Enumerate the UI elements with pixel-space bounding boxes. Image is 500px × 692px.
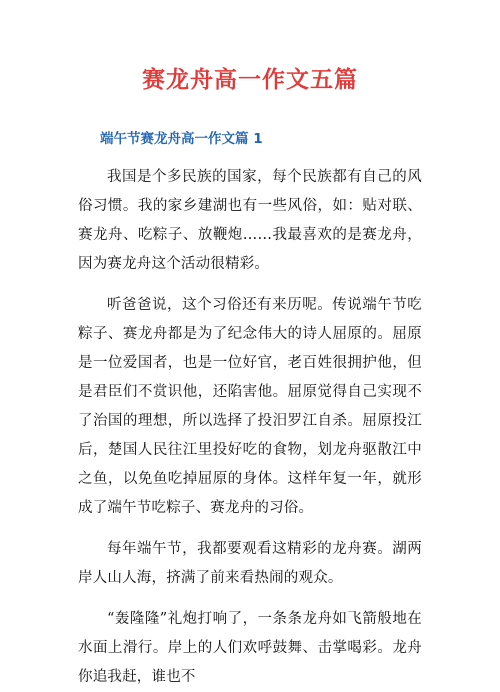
paragraph: 听爸爸说，这个习俗还有来历呢。传说端午节吃粽子、赛龙舟都是为了纪念伟大的诗人屈原的。屈原是一位爱国者，也是一位好官，老百姓很拥护他，但是君臣们不赏识他，还陷害他。屈原觉得自己实现不了治国的理想，所以选择了投汨罗江自杀。屈原投江后，楚国人民往江里投好吃的食物，划龙舟驱散江中之鱼，以免鱼吃掉屈原的身体。这样年复一年，就形成了端午节吃粽子、赛龙舟的习俗。 — [78, 297, 422, 516]
paragraph: “轰隆隆”礼炮打响了，一条条龙舟如飞箭般地在水面上滑行。岸上的人们欢呼鼓舞、击掌喝彩。龙舟你追我赶，谁也不 — [78, 611, 422, 685]
paragraph: 每年端午节，我都要观看这精彩的龙舟赛。湖两岸人山人海，挤满了前来看热闹的观众。 — [78, 541, 422, 586]
essay-body — [78, 163, 422, 692]
document-title: 赛龙舟高一作文五篇 — [142, 67, 358, 93]
section-heading: 端午节赛龙舟高一作文篇 1 — [100, 131, 263, 147]
paragraph: 我国是个多民族的国家，每个民族都有自己的风俗习惯。我的家乡建湖也有一些风俗，如：贴对联、赛龙舟、吃粽子、放鞭炮……我最喜欢的是赛龙舟，因为赛龙舟这个活动很精彩。 — [78, 169, 422, 272]
